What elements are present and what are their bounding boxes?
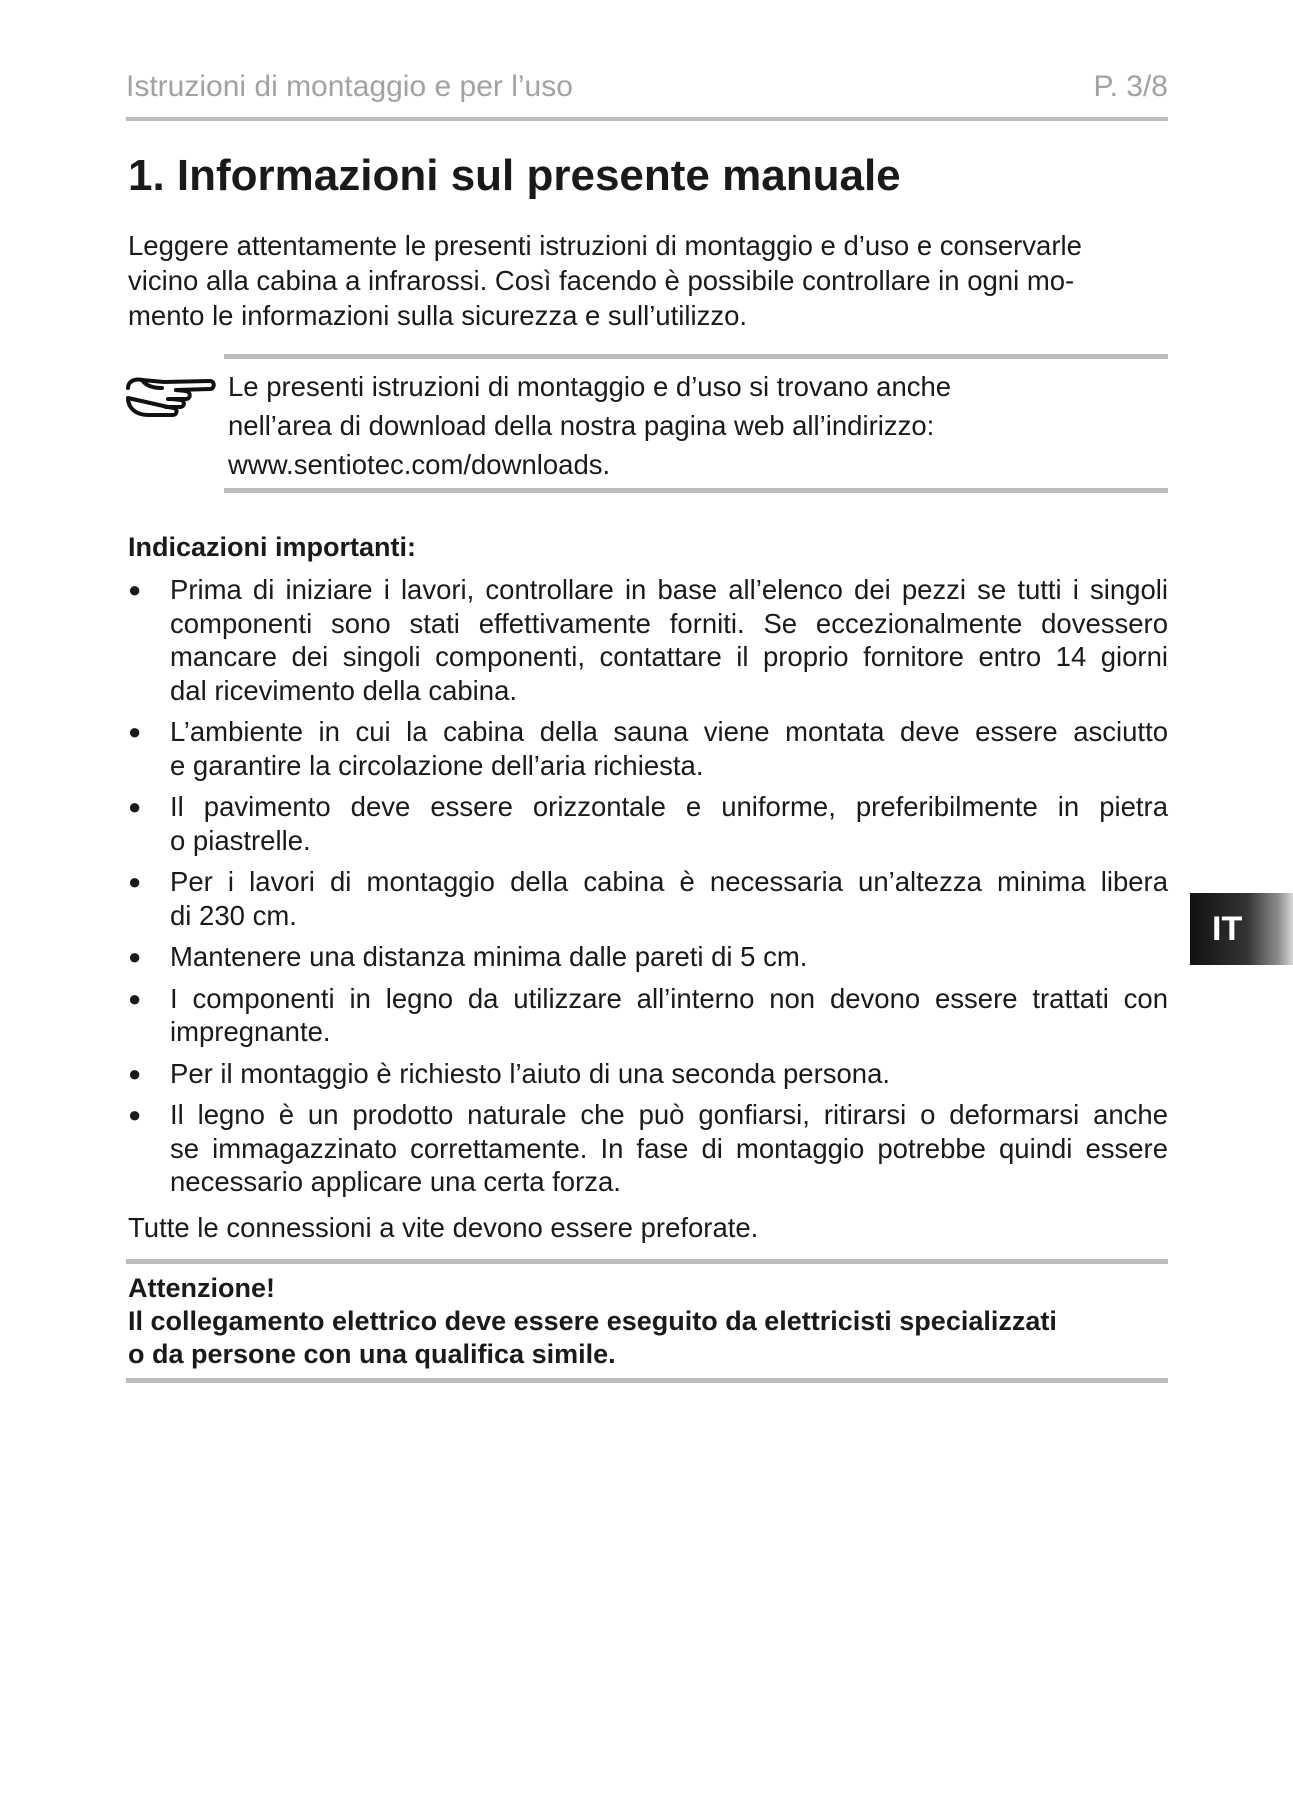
list-item [128,1098,1168,1199]
list-item-line: Il pavimento deve essere orizzontale e uniforme, preferibilmente in pietra [170,791,1168,822]
note-line: nell’area di download della nostra pagina web all’indirizzo: [228,410,935,441]
download-note [228,367,1128,484]
list-item-line: Mantenere una distanza minima dalle pareti di 5 cm. [170,941,808,972]
page-header [126,70,1168,104]
list-item [128,790,1168,857]
important-heading: Indicazioni importanti: [128,532,416,562]
list-item-line: componenti sono stati effettivamente forniti. Se eccezionalmente dovessero [170,607,1168,639]
bullet-icon: ● [128,1060,142,1086]
bullet-icon: ● [128,944,142,969]
warning-line: o da persone con una qualifica simile. [128,1339,616,1369]
section-title: 1. Informazioni sul presente manuale [128,151,901,200]
intro-line: Leggere attentamente le presenti istruzioni di montaggio e d’uso e conservarle [128,230,1082,261]
important-list [128,573,1168,1207]
bullet-icon: ● [128,794,142,819]
list-item-line: dal ricevimento della cabina. [170,674,517,706]
list-item-line: se immagazzinato correttamente. In fase di montaggio potrebbe quindi essere [170,1132,1168,1164]
closing-sentence: Tutte le connessioni a vite devono essere preforate. [128,1212,759,1243]
language-tab-label: IT [1212,909,1243,948]
list-item [128,982,1168,1049]
list-item-line: Prima di iniziare i lavori, controllare in base all’elenco dei pezzi se tutti i singoli [170,574,1168,605]
note-line: Le presenti istruzioni di montaggio e d’uso si trovano anche [228,371,952,402]
list-item [128,940,1168,974]
page-number: P. 3/8 [1093,70,1168,103]
bullet-icon: ● [128,985,142,1011]
intro-line: mento le informazioni sulla sicurezza e sull’utilizzo. [128,300,748,331]
intro-line: vicino alla cabina a infrarossi. Così facendo è possibile controllare in ogni mo- [128,265,1075,296]
list-item [128,1057,1168,1091]
intro-paragraph [128,228,1168,333]
pointing-hand-icon [124,372,216,418]
list-item-line: impregnante. [170,1016,331,1047]
list-item [128,573,1168,707]
list-item-line: Il legno è un prodotto naturale che può gonfiarsi, ritirarsi o deformarsi anche [170,1099,1168,1130]
bullet-icon: ● [128,719,142,744]
bullet-icon: ● [128,577,142,602]
list-item-line: mancare dei singoli componenti, contattare il proprio fornitore entro 14 giorni [170,641,1168,672]
header-divider [126,117,1168,121]
list-item-line: L’ambiente in cui la cabina della sauna viene montata deve essere asciutto [170,716,1168,747]
list-item-line: I componenti in legno da utilizzare all’interno non devono essere trattati con [170,982,1168,1014]
language-tab [1190,893,1293,965]
list-item-line: o piastrelle. [170,824,311,856]
warning-line: Il collegamento elettrico deve essere eseguito da elettricisti specializzati [128,1306,1057,1336]
bullet-icon: ● [128,1102,142,1127]
bullet-icon: ● [128,869,142,894]
note-line: www.sentiotec.com/downloads. [228,449,611,480]
note-bottom-divider [224,488,1168,493]
list-item-line: di 230 cm. [170,899,297,931]
list-item [128,865,1168,932]
header-title: Istruzioni di montaggio e per l’uso [126,70,573,103]
list-item-line: e garantire la circolazione dell’aria richiesta. [170,749,704,781]
list-item [128,715,1168,782]
warning-bottom-divider [126,1378,1168,1383]
warning-title: Attenzione! [128,1273,275,1303]
list-item-line: necessario applicare una certa forza. [170,1166,621,1197]
list-item-line: Per i lavori di montaggio della cabina è necessaria un’altezza minima libera [170,866,1168,897]
warning-box [128,1272,1168,1371]
warning-top-divider [126,1259,1168,1264]
note-top-divider [224,354,1168,359]
list-item-line: Per il montaggio è richiesto l’aiuto di una seconda persona. [170,1057,891,1089]
